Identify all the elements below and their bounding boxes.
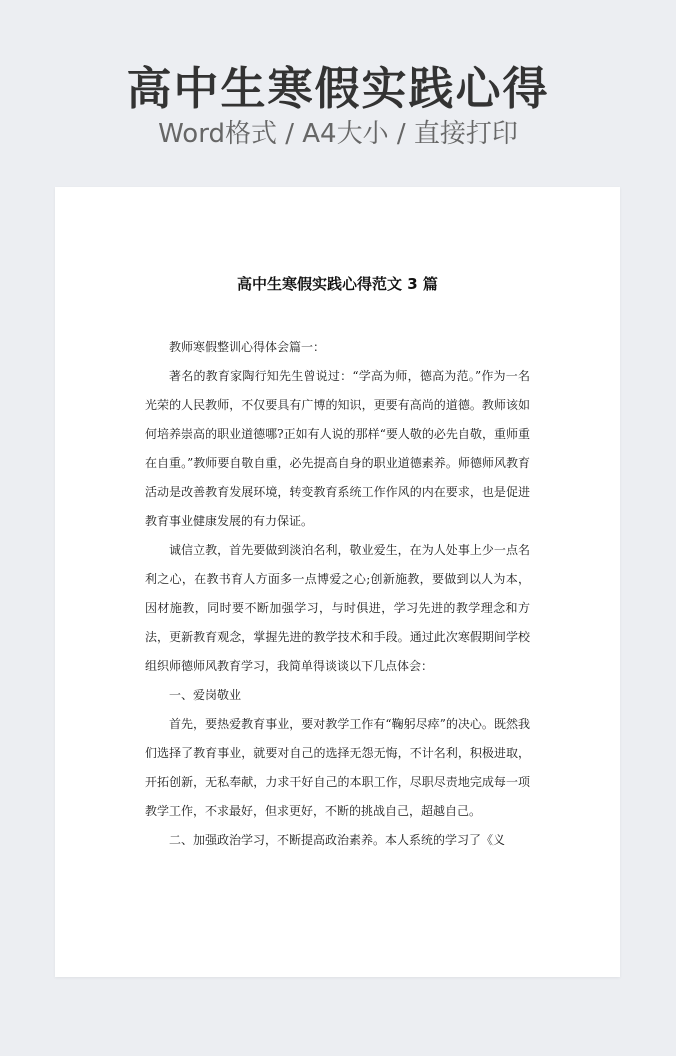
paragraph-intro: 著名的教育家陶行知先生曾说过：“学高为师，德高为范。”作为一名光荣的人民教师，不仅要具有广博的知识，更要有高尚的道德。教师该如何培养崇高的职业道德哪?正如有人说的那样“要人敬的必先自敬，重师重在自重。”教师要自敬自重，必先提高自身的职业道德素养。师德师风教育活动是改善教育发展环境，转变教育系统工作作风的内在要求，也是促进教育事业健康发展的有力保证。	[145, 369, 530, 528]
document-title: 高中生寒假实践心得范文 3 篇	[237, 275, 438, 293]
document-page	[55, 187, 620, 977]
banner-title: 高中生寒假实践心得	[126, 62, 550, 115]
banner-subtitle: Word格式 / A4大小 / 直接打印	[158, 119, 518, 149]
paragraph-heading-dedication: 一、爱岗敬业	[169, 688, 242, 702]
paragraph-section-heading-1: 教师寒假整训心得体会篇一：	[169, 340, 326, 354]
banner	[0, 0, 676, 186]
document-body	[145, 333, 530, 855]
paragraph-political-study: 二、加强政治学习，不断提高政治素养。本人系统的学习了《义	[169, 833, 506, 847]
paragraph-integrity: 诚信立教，首先要做到淡泊名利，敬业爱生，在为人处事上少一点名利之心，在教书育人方面多一点博爱之心;创新施教，要做到以人为本，因材施教，同时要不断加强学习，与时俱进，学习先进的教学理念和方法，更新教育观念，掌握先进的教学技术和手段。通过此次寒假期间学校组织师德师风教育学习，我简单得谈谈以下几点体会：	[145, 543, 530, 673]
paragraph-dedication: 首先，要热爱教育事业，要对教学工作有“鞠躬尽瘁”的决心。既然我们选择了教育事业，就要对自己的选择无怨无悔，不计名利，积极进取，开拓创新，无私奉献，力求干好自己的本职工作，尽职尽责地完成每一项教学工作，不求最好，但求更好，不断的挑战自己，超越自己。	[145, 717, 530, 818]
